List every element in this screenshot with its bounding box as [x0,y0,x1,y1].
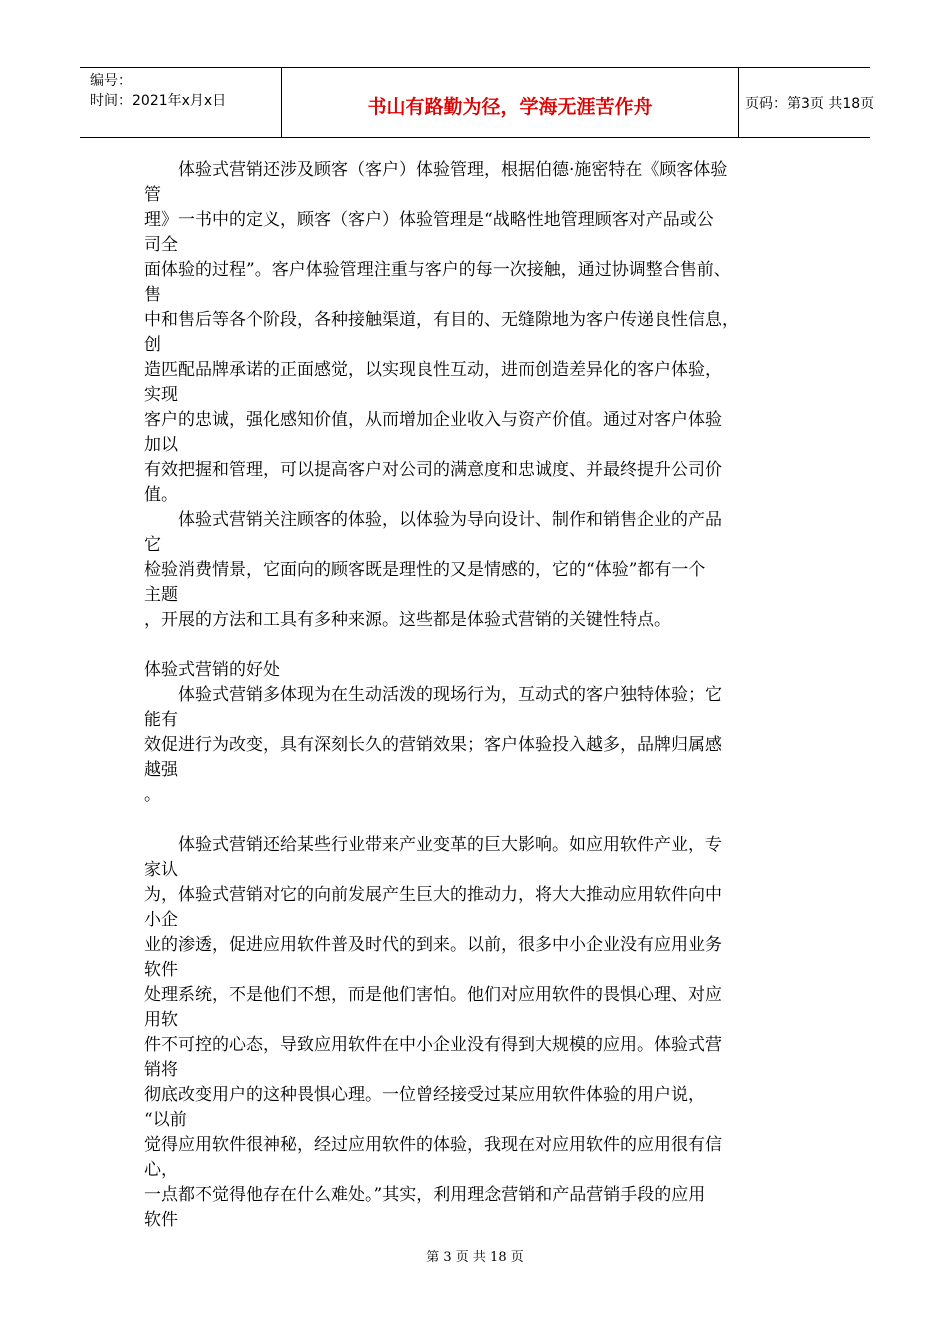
text-line: ，开展的方法和工具有多种来源。这些都是体验式营销的关键性特点。 [144,610,671,630]
text-line: 加以 [144,435,178,455]
header-table [80,67,875,138]
text-line: 小企 [144,910,178,930]
text-line: 能有 [144,710,178,730]
text-line: 家认 [144,860,178,880]
text-line: 越强 [144,760,178,780]
text-line: 为，体验式营销对它的向前发展产生巨大的推动力，将大大推动应用软件向中 [144,885,722,905]
text-line: 体验式营销还涉及顾客（客户）体验管理，根据伯德·施密特在《顾客体验 [144,160,728,180]
header-page-cell [739,68,876,137]
text-line: 体验式营销关注顾客的体验，以体验为导向设计、制作和销售企业的产品 [144,510,722,530]
text-line: 一点都不觉得他存在什么难处。”其实，利用理念营销和产品营销手段的应用 [144,1185,706,1205]
text-line: 彻底改变用户的这种畏惧心理。一位曾经接受过某应用软件体验的用户说， [144,1085,705,1105]
text-line: 。 [144,785,161,805]
text-line: 管 [144,185,161,205]
text-line: 软件 [144,1210,178,1230]
text-line: 值。 [144,485,178,505]
text-line: 体验式营销还给某些行业带来产业变革的巨大影响。如应用软件产业，专 [144,835,722,855]
text-line: 它 [144,535,161,555]
text-line: 体验式营销多体现为在生动活泼的现场行为，互动式的客户独特体验；它 [144,685,722,705]
motto-text: 书山有路勤为径，学海无涯苦作舟 [367,96,653,118]
text-line: 售 [144,285,161,305]
text-line: 司全 [144,235,178,255]
text-line: 软件 [144,960,178,980]
text-line: 用软 [144,1010,178,1030]
text-line: 处理系统，不是他们不想，而是他们害怕。他们对应用软件的畏惧心理、对应 [144,985,722,1005]
doc-date-label: 时间：2021年x月x日 [90,93,227,109]
text-line: 面体验的过程”。客户体验管理注重与客户的每一次接触，通过协调整合售前、 [144,260,731,280]
text-line: 中和售后等各个阶段，各种接触渠道，有目的、无缝隙地为客户传递良性信息， [144,310,739,330]
text-line: 主题 [144,585,178,605]
text-line: 造匹配品牌承诺的正面感觉，以实现良性互动，进而创造差异化的客户体验， [144,360,722,380]
text-line: 检验消费情景，它面向的顾客既是理性的又是情感的，它的“体验”都有一个 [144,560,706,580]
text-line: 心， [144,1160,178,1180]
header-meta-cell [80,68,281,137]
text-line: 觉得应用软件很神秘，经过应用软件的体验，我现在对应用软件的应用很有信 [144,1135,722,1155]
text-line: 理》一书中的定义，顾客（客户）体验管理是“战略性地管理顾客对产品或公 [144,210,714,230]
text-line: 客户的忠诚，强化感知价值，从而增加企业收入与资产价值。通过对客户体验 [144,410,722,430]
page-footer: 第 3 页 共 18 页 [426,1250,524,1265]
text-line: 创 [144,335,161,355]
text-line: 体验式营销的好处 [144,660,280,680]
text-line: 销将 [144,1060,178,1080]
text-line: 效促进行为改变，具有深刻长久的营销效果；客户体验投入越多，品牌归属感 [144,735,722,755]
text-line: 业的渗透，促进应用软件普及时代的到来。以前，很多中小企业没有应用业务 [144,935,722,955]
text-line: 件不可控的心态，导致应用软件在中小企业没有得到大规模的应用。体验式营 [144,1035,722,1055]
page-info: 页码：第3页 共18页 [745,95,875,112]
text-line: 实现 [144,385,178,405]
text-line: “以前 [144,1110,187,1130]
text-line: 有效把握和管理，可以提高客户对公司的满意度和忠诚度、并最终提升公司价 [144,460,722,480]
doc-number-label: 编号： [90,73,132,89]
header-motto-cell [281,68,739,137]
